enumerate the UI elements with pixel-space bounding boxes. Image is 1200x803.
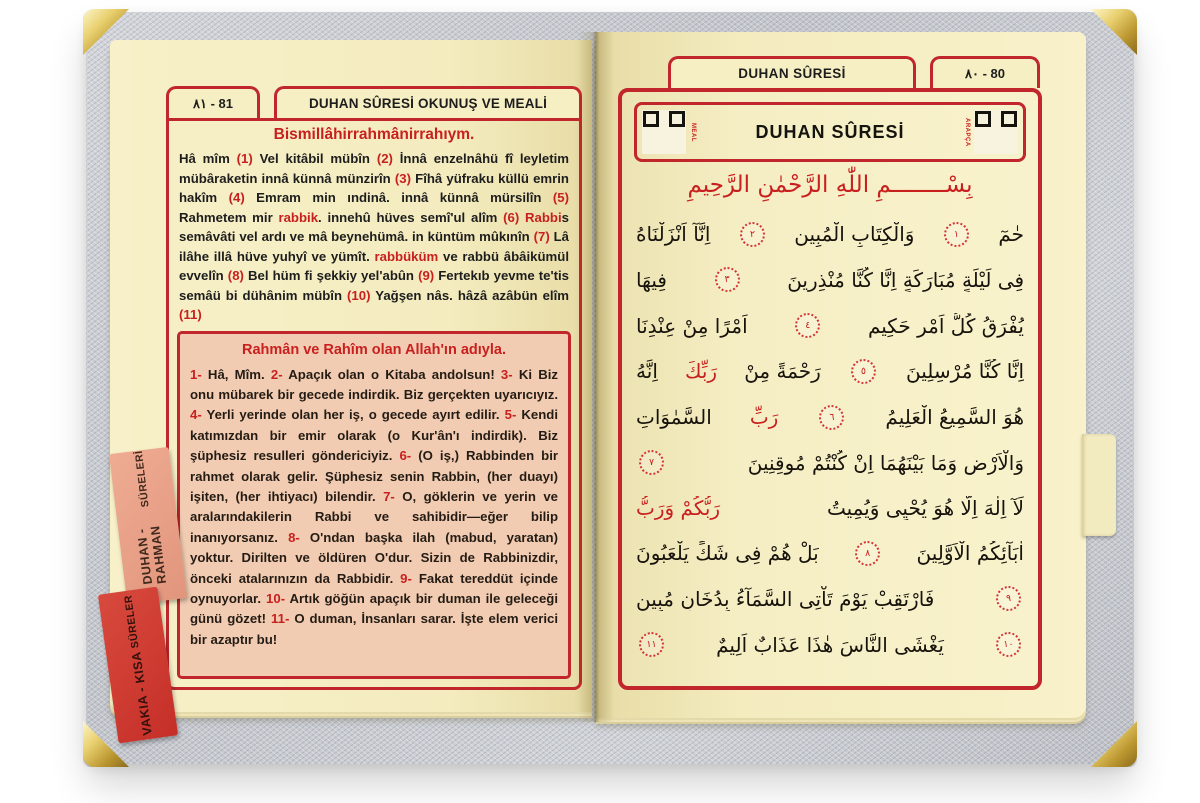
page-marker-tab (1082, 434, 1116, 536)
qr-code-arapca-icon (974, 110, 1018, 154)
side-tab-label: DUHAN - RAHMAN SÜRELERİ (132, 449, 170, 586)
gold-corner-icon (1091, 9, 1137, 55)
ayah-marker-icon: ١١ (639, 632, 664, 657)
arabic-line: ٩ فَارْتَقِبْ يَوْمَ تَاْتِى السَّمَآءُ بِدُخَانٍ مُبِينٍ (636, 586, 1024, 611)
left-page-frame (166, 118, 582, 690)
book-cover (86, 12, 1134, 764)
ayah-marker-icon: ٧ (639, 450, 664, 475)
arabic-line: يُفْرَقُ كُلُّ اَمْرٍ حَكِيمٍ ٤ اَمْرًا مِنْ عِنْدِنَا (636, 313, 1024, 338)
left-page-title: DUHAN SÛRESİ OKUNUŞ VE MEALİ (274, 86, 582, 118)
arabic-line: هُوَ السَّمِيعُ الْعَلِيمُ ٦ رَبِّ السَّمٰوَاتِ (636, 405, 1024, 430)
ayah-marker-icon: ٩ (996, 586, 1021, 611)
qr-code-meal-icon (642, 110, 686, 154)
open-pages (110, 32, 1086, 722)
left-page (110, 40, 592, 712)
side-tab-label: VAKIA - KISA SÜRELER (122, 594, 155, 736)
ayah-marker-icon: ٢ (740, 222, 765, 247)
right-page-number: ٨٠ - 80 (930, 56, 1040, 88)
arabic-line: لَآ اِلٰهَ اِلَّا هُوَ يُحْيِى وَيُمِيتُ رَبُّكُمْ وَرَبُّ (636, 496, 1024, 521)
qr-label-meal: MEAL (690, 122, 696, 142)
right-page-frame (618, 88, 1042, 690)
basmala-latin: Bismillâhirrahmânirrahıym. (273, 126, 475, 143)
right-page (596, 32, 1086, 718)
ayah-marker-icon: ١ (944, 222, 969, 247)
translation-text: 1- Hâ, Mîm. 2- Apaçık olan o Kitaba andolsun! 3- Ki Biz onu mübarek bir gecede indirdik. Biz gerçekten uyarıcıyız. 4- Yerli yerinde olan her iş, o gecede ayırt edilir. 5- Kendi katımızdan bir emir olarak (o Kur'ân'ı indirdik). Biz şüphesiz resulleri göndericiyiz. 6- (O iş,) Rabbinden bir rahmet olarak gelir. Şüphesiz senin Rabbin, (her duayı) işiten, (her ihtiyacı) bilendir. 7- O, göklerin ve yerin ve aralarındakilerin Rabbi ve sahibidir—eğer bilip inanıyorsanız. 8- O'ndan başka ilah (mabud, yaratan) yoktur. Dirilten ve öldüren O'dur. Sizin de Rabbinizdir, önceki atalarınızın da Rabbidir. 9- Fakat tereddüt içinde oynuyorlar. 10- Artık göğün apaçık bir duman ile geleceği günü gözet! 11- O duman, İnsanları sarar. İşte elem verici bir azaptır bu! (190, 366, 559, 647)
transliteration-text: Hâ mîm (1) Vel kitâbil mübîn (2) İnnâ enzelnâhü fî leyletim mübâraketin innâ künnâ münzirîn (3) Fîhâ yüfraku küllü emrin hakîm (4) Emram min ındinâ. innâ künnâ mürsilîn (5) Rahmetem mir rabbik. innehû hüves semî'ul alîm (6) Rabbis semâvâti vel ardı ve mâ beynehümâ. in küntüm mûkınîn (7) Lâ ilâhe illâ hüve yuhyî ve yümît. rabbüküm ve rabbü âbâikümül evvelîn (8) Bel hüm fi şekkiy yel'abûn (9) Fertekıb yevme te'tis semâü bi dühânim mübîn (10) Yağşen nâs. hâzâ azâbün elîm (11) (179, 151, 570, 322)
arabic-line: فِى لَيْلَةٍ مُبَارَكَةٍ اِنَّا كُنَّا مُنْذِرِينَ ٣ فِيهَا (636, 267, 1024, 292)
ayah-marker-icon: ١٠ (996, 632, 1021, 657)
right-page-header (668, 56, 1040, 88)
translation-heading: Rahmân ve Rahîm olan Allah'ın adıyla. (242, 341, 506, 358)
arabic-line: حٰمٓ ١ وَالْكِتَابِ الْمُبِينِ ٢ اِنَّآ اَنْزَلْنَاهُ (636, 222, 1024, 247)
gold-corner-icon (1091, 721, 1137, 767)
qr-label-arapca: ARAPÇA (964, 117, 970, 147)
arabic-text-block (634, 201, 1026, 678)
left-page-number: ٨١ - 81 (166, 86, 260, 118)
ayah-marker-icon: ٦ (819, 405, 844, 430)
surah-title-strip (634, 102, 1026, 162)
translation-box (177, 331, 571, 680)
surah-title: DUHAN SÛRESİ (755, 121, 905, 142)
arabic-line: وَالْاَرْضِ وَمَا بَيْنَهُمَا اِنْ كُنْتُمْ مُوقِنِينَ ٧ (636, 450, 1024, 475)
arabic-line: اٰبَآئِكُمُ الْاَوَّلِينَ ٨ بَلْ هُمْ فِى شَكٍّ يَلْعَبُونَ (636, 541, 1024, 566)
ayah-marker-icon: ٥ (851, 359, 876, 384)
basmala-arabic: بِسْــــــــمِ اللّٰهِ الرَّحْمٰنِ الرَّحِيمِ (687, 172, 973, 198)
arabic-line: ١٠ يَغْشَى النَّاسَ هٰذَا عَذَابٌ اَلِيمٌ ١١ (636, 632, 1024, 657)
ayah-marker-icon: ٣ (715, 267, 740, 292)
right-page-title: DUHAN SÛRESİ (668, 56, 916, 88)
ayah-marker-icon: ٨ (855, 541, 880, 566)
left-page-header (166, 86, 582, 118)
arabic-line: اِنَّا كُنَّا مُرْسِلِينَ ٥ رَحْمَةً مِنْ رَبِّكَ اِنَّهُ (636, 359, 1024, 384)
ayah-marker-icon: ٤ (795, 313, 820, 338)
